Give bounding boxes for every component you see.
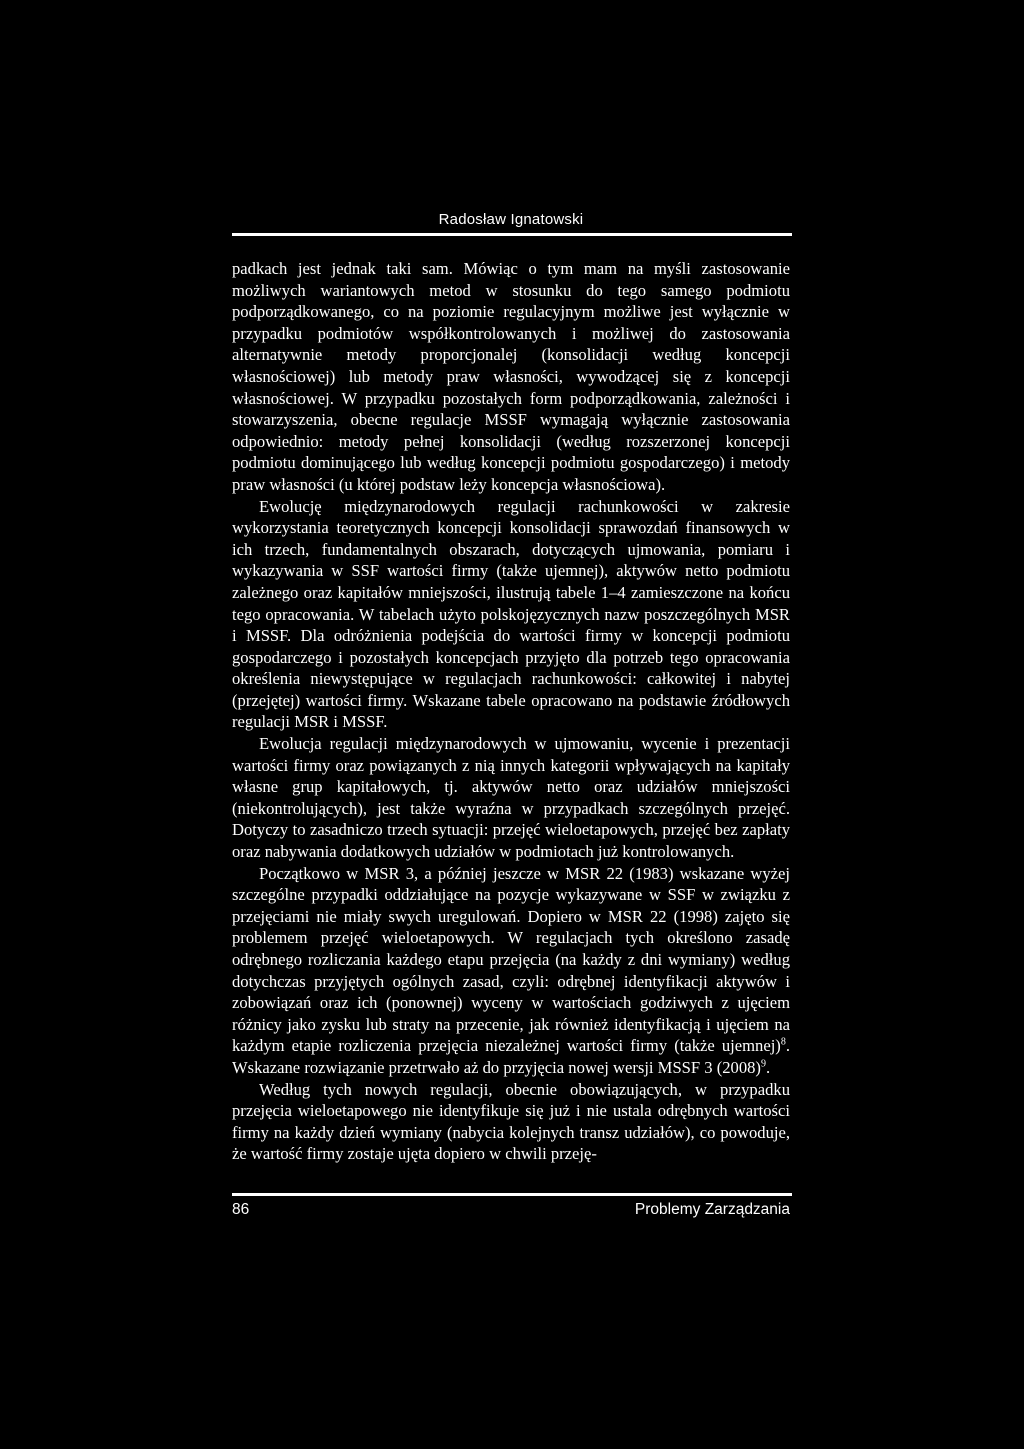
paragraph-1: padkach jest jednak taki sam. Mówiąc o tym mam na myśli zastosowanie możliwych wariantowych metod w stosunku do tego samego podmiotu podporządkowanego, co na poziomie regulacyjnym możliwe jest wyłącznie w przypadku podmiotów współkontrolowanych i możliwej do zastosowania alternatywnie metody proporcjonalej (konsolidacji według koncepcji własnościowej) lub metody praw własności, wywodzącej się z koncepcji własnościowej. W przypadku pozostałych form podporządkowania, zależności i stowarzyszenia, obecne regulacje MSSF wymagają wyłącznie zastosowania odpowiednio: metody pełnej konsolidacji (według rozszerzonej koncepcji podmiotu dominującego lub według koncepcji podmiotu gospodarczego) i metody praw własności (u której podstaw leży koncepcja własnościowa). [232, 259, 790, 494]
running-header: Radosław Ignatowski [438, 211, 584, 228]
page-number: 86 [232, 1201, 250, 1218]
paragraph-5: Według tych nowych regulacji, obecnie obowiązujących, w przypadku przejęcia wieloetapowego nie identyfikuje się już i nie ustala odrębnych wartości firmy na każdy dzień wymiany (nabycia kolejnych transz udziałów), co powoduje, że wartość firmy zostaje ujęta dopiero w chwili przeję- [232, 1079, 790, 1164]
paragraph-3: Ewolucja regulacji międzynarodowych w ujmowaniu, wycenie i prezentacji wartości firmy oraz powiązanych z nią innych kategorii wpływających na kapitały własne grup kapitałowych, tj. aktywów netto oraz udziałów mniejszości (niekontrolujących), jest także wyraźna w przypadkach szczególnych przejęć. Dotyczy to zasadniczo trzech sytuacji: przejęć wieloetapowych, przejęć bez zapłaty oraz nabywania dodatkowych udziałów w podmiotach już kontrolowanych. [232, 734, 790, 862]
paragraph-4 [232, 863, 790, 1079]
page-footer [232, 1201, 790, 1219]
paragraph-2: Ewolucję międzynarodowych regulacji rachunkowości w zakresie wykorzystania teoretycznych koncepcji konsolidacji sprawozdań finansowych w ich trzech, fundamentalnych obszarach, dotyczących ujmowania, pomiaru i wykazywania w SSF wartości firmy (także ujemnej), aktywów netto podmiotu zależnego oraz kapitałów mniejszości, ilustrują tabele 1–4 zamieszczone na końcu tego opracowania. W tabelach użyto polskojęzycznych nazw poszczególnych MSR i MSSF. Dla odróżnienia podejścia do wartości firmy w koncepcji podmiotu gospodarczego i pozostałych koncepcjach przyjęto dla potrzeb tego opracowania określenia niewystępujące w regulacjach rachunkowości: całkowitej i nabytej (przejętej) wartości firmy. Wskazane tabele opracowano na podstawie źródłowych regulacji MSR i MSSF. [232, 496, 790, 732]
paragraph-4-end: . [765, 1057, 771, 1077]
footer-rule [232, 1193, 792, 1196]
header-rule [232, 233, 792, 236]
paragraph-4-continuation: . Wskazane rozwiązanie przetrwało aż do przyjęcia nowej wersji MSSF 3 (2008) [232, 1036, 790, 1077]
paragraph-4-text: Początkowo w MSR 3, a później jeszcze w MSR 22 (1983) wskazane wyżej szczególne przypadki oddziałujące na pozycje wykazywane w SSF w związku z przejęciami nie miały swych uregulowań. Dopiero w MSR 22 (1998) zajęto się problemem przejęć wieloetapowych. W regulacjach tych określono zasadę odrębnego rozliczania każdego etapu przejęcia (na każdy z dni wymiany) według dotychczas przyjętych ogólnych zasad, czyli: odrębnej identyfikacji aktywów i zobowiązań oraz ich (ponownej) wyceny w wartościach godziwych z ujęciem różnicy jako zysku lub straty na przecenie, jak również identyfikacją i ujęciem na każdym etapie rozliczenia przejęcia niezależnej wartości firmy (także ujemnej) [232, 863, 790, 1056]
footnote-ref-8[interactable]: 8 [780, 1036, 786, 1048]
journal-title: Problemy Zarządzania [634, 1201, 790, 1218]
article-body [232, 258, 790, 1165]
footnote-ref-9[interactable]: 9 [760, 1058, 766, 1070]
